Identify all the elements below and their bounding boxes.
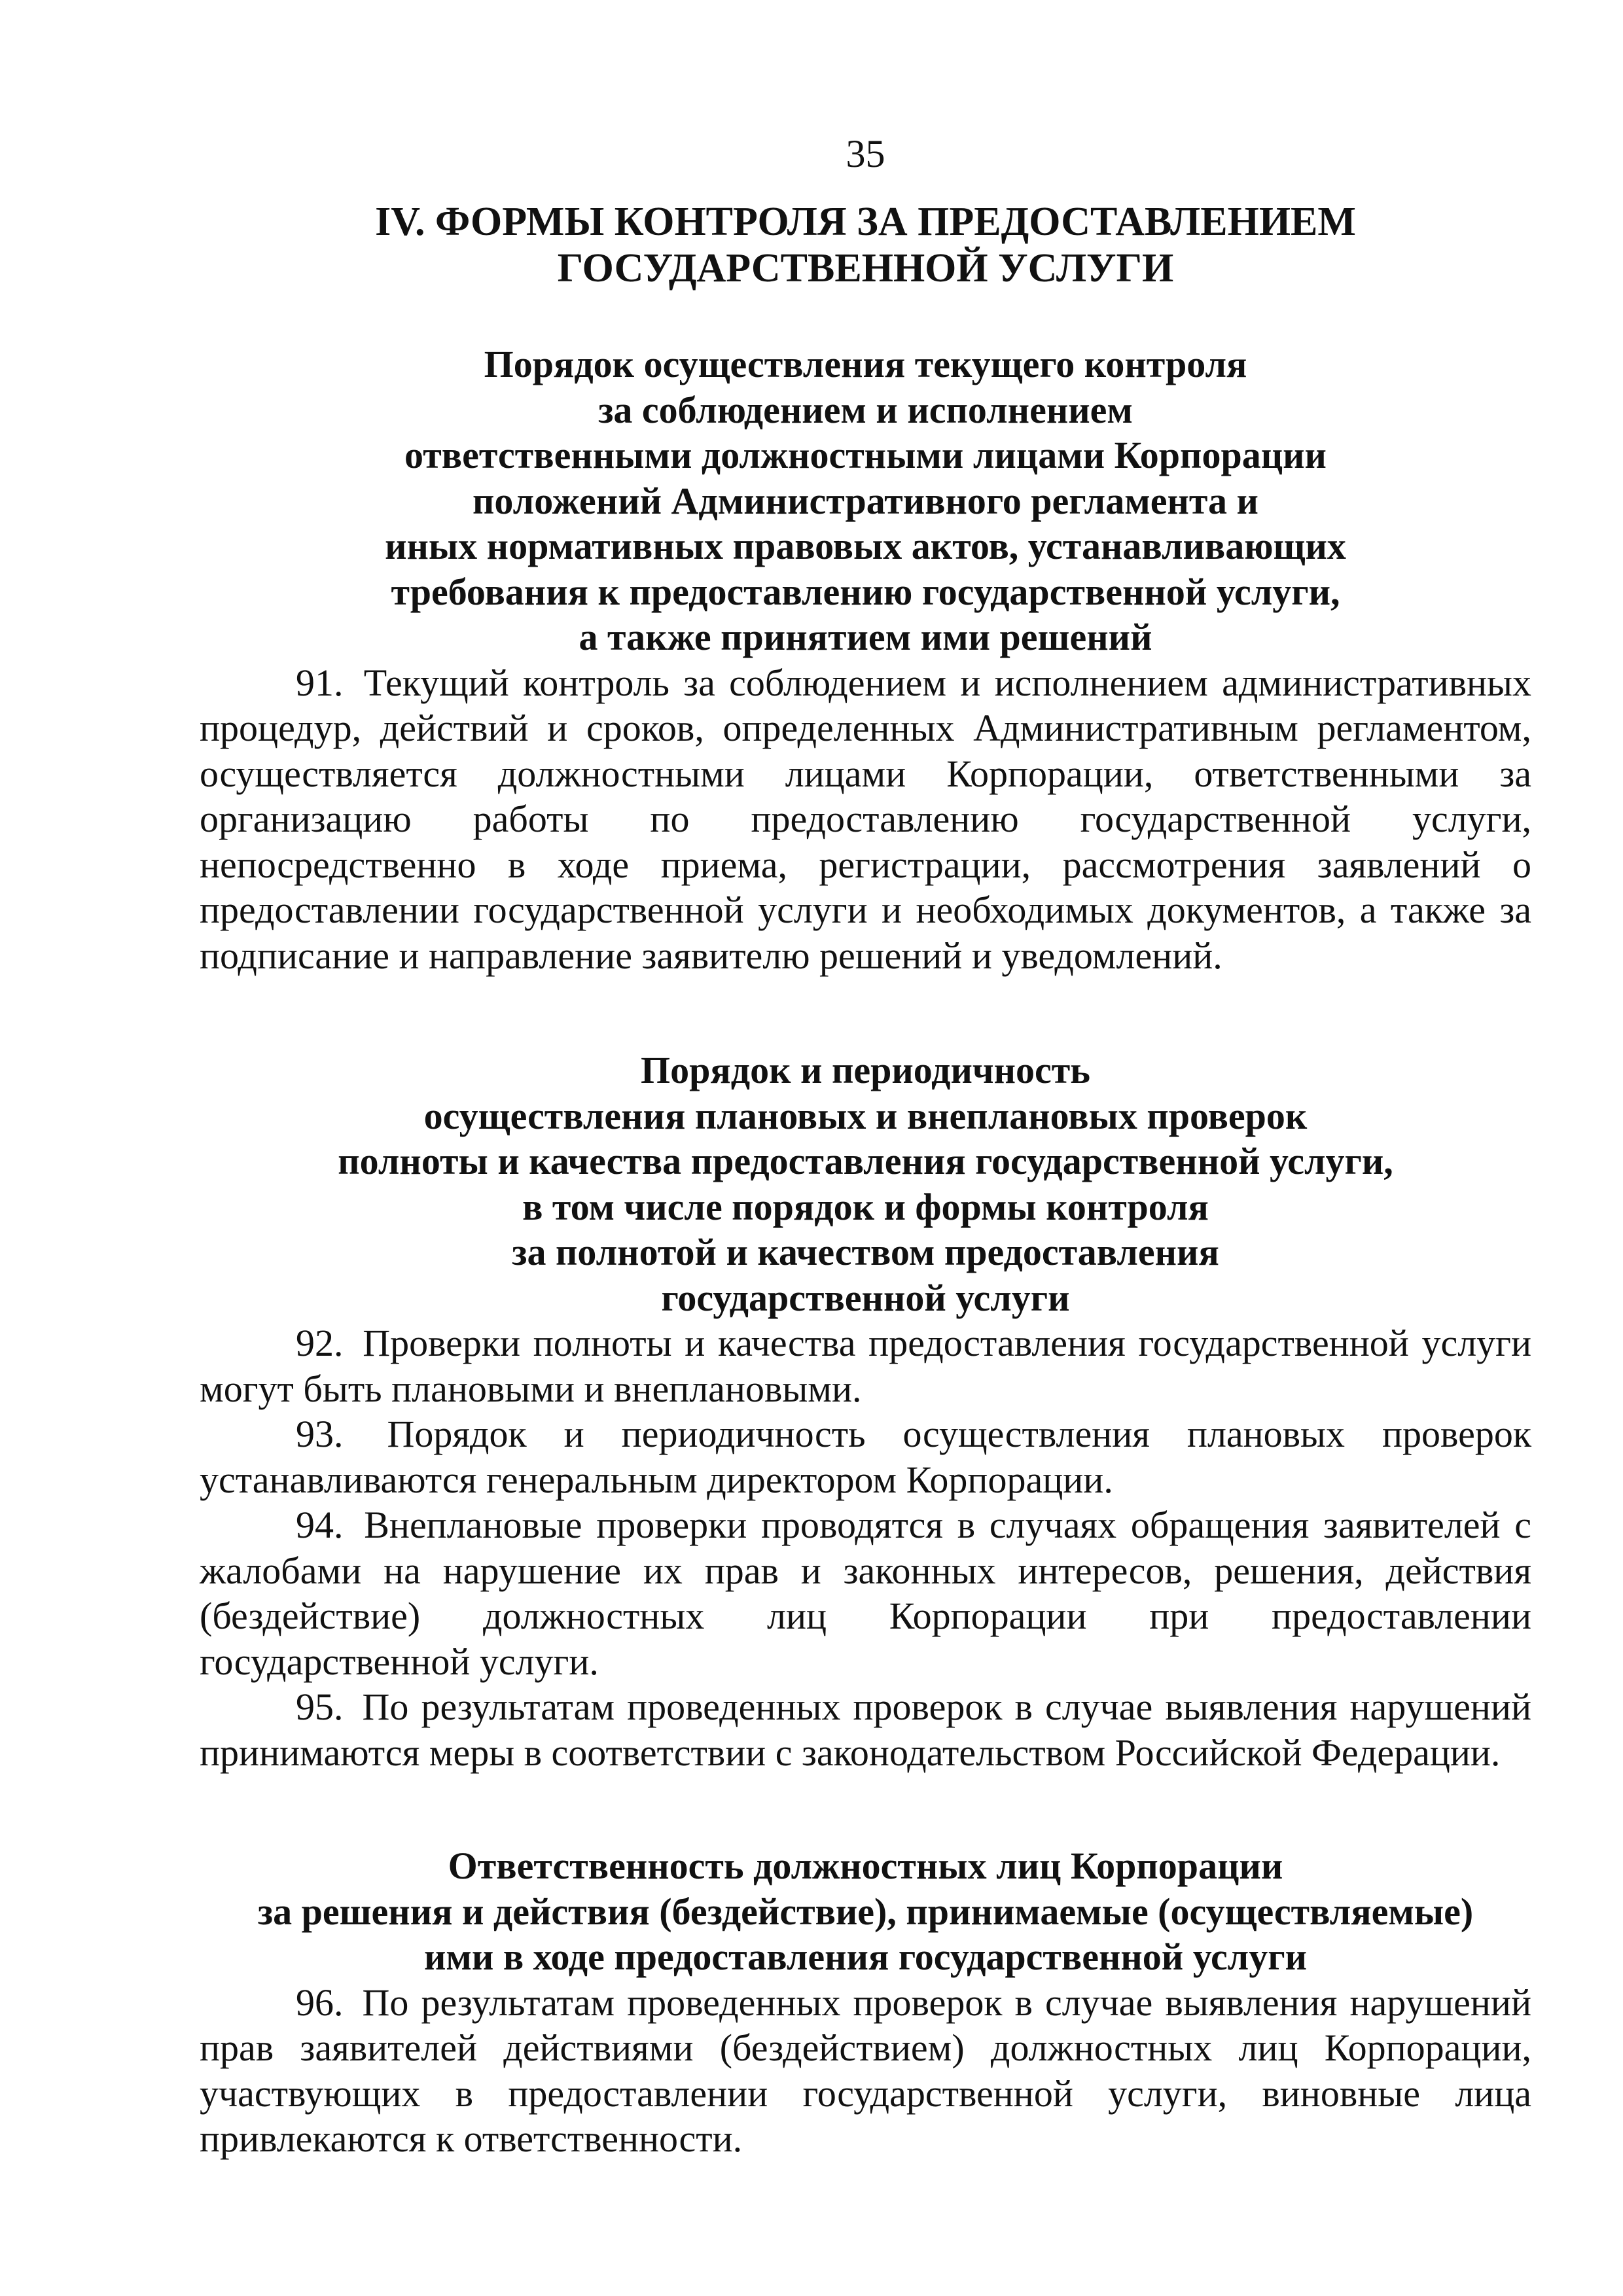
document-page [200,131,1531,2162]
subsection-heading-line: за полнотой и качеством предоставления [512,1231,1219,1273]
paragraph-92 [200,1320,1531,1411]
subsection-heading-line: за решения и действия (бездействие), принимаемые (осуществляемые) [257,1890,1474,1933]
paragraph-number: 95. [296,1686,344,1728]
paragraph-number: 92. [296,1322,344,1364]
subsection-heading-line: Ответственность должностных лиц Корпорации [448,1845,1283,1887]
subsection-heading-line: в том числе порядок и формы контроля [522,1185,1209,1228]
section-gap [200,978,1531,1048]
subsection-heading-line: ими в ходе предоставления государственной услуги [424,1935,1307,1978]
page-number: 35 [846,132,885,175]
subsection-heading-line: Порядок и периодичность [641,1049,1090,1091]
paragraph-text: Проверки полноты и качества предоставления государственной услуги могут быть плановыми и внеплановыми. [200,1322,1531,1410]
section-title [200,199,1531,292]
subsection-heading-current-control [200,342,1531,660]
subsection-heading-line: положений Административного регламента и [473,479,1258,522]
subsection-heading-line: полноты и качества предоставления государственной услуги, [338,1140,1393,1182]
paragraph-93 [200,1411,1531,1502]
subsection-heading-responsibility [200,1843,1531,1980]
subsection-heading-line: осуществления плановых и внеплановых проверок [423,1094,1308,1137]
subsection-heading-line: требования к предоставлению государственной услуги, [391,570,1340,613]
subsection-heading-line: а также принятием ими решений [579,616,1152,658]
subsection-heading-inspections [200,1048,1531,1320]
paragraph-text: По результатам проведенных проверок в случае выявления нарушений прав заявителей действиями (бездействием) должностных лиц Корпорации, участвующих в предоставлении государственной услуги, виновные лица привлекаются к ответственности. [200,1981,1532,2160]
subsection-heading-line: за соблюдением и исполнением [598,388,1133,431]
paragraph-95 [200,1684,1531,1775]
section-title-line: IV. ФОРМЫ КОНТРОЛЯ ЗА ПРЕДОСТАВЛЕНИЕМ [375,200,1356,244]
paragraph-number: 94. [296,1504,344,1546]
paragraph-text: По результатам проведенных проверок в случае выявления нарушений принимаются меры в соответствии с законодательством Российской Федерации. [200,1686,1532,1774]
paragraph-91 [200,660,1531,979]
subsection-heading-line: государственной услуги [661,1276,1070,1319]
paragraph-text: Текущий контроль за соблюдением и исполнением административных процедур, действий и сроков, определенных Административным регламентом, осуществляется должностными лицами Корпорации, ответственными за организацию работы по предоставлению государственной услуги, непосредственно в ходе приема, регистрации, рассмотрения заявлений о предоставлении государственной услуги и необходимых документов, а также за подписание и направление заявителю решений и уведомлений. [200,661,1532,977]
paragraph-96 [200,1980,1531,2162]
subsection-heading-line: иных нормативных правовых актов, устанавливающих [385,525,1346,567]
subsection-heading-line: ответственными должностными лицами Корпорации [404,434,1327,476]
paragraph-text: Порядок и периодичность осуществления плановых проверок устанавливаются генеральным директором Корпорации. [200,1413,1531,1501]
paragraph-text: Внеплановые проверки проводятся в случаях обращения заявителей с жалобами на нарушение их прав и законных интересов, решения, действия (бездействие) должностных лиц Корпорации при предоставлении государственной услуги. [200,1504,1531,1683]
subsection-heading-line: Порядок осуществления текущего контроля [484,343,1247,385]
paragraph-number: 91. [296,661,344,704]
paragraph-94 [200,1502,1531,1684]
paragraph-number: 96. [296,1981,344,2024]
section-gap [200,1775,1531,1843]
section-title-line: ГОСУДАРСТВЕННОЙ УСЛУГИ [557,246,1174,291]
paragraph-number: 93. [296,1413,344,1455]
